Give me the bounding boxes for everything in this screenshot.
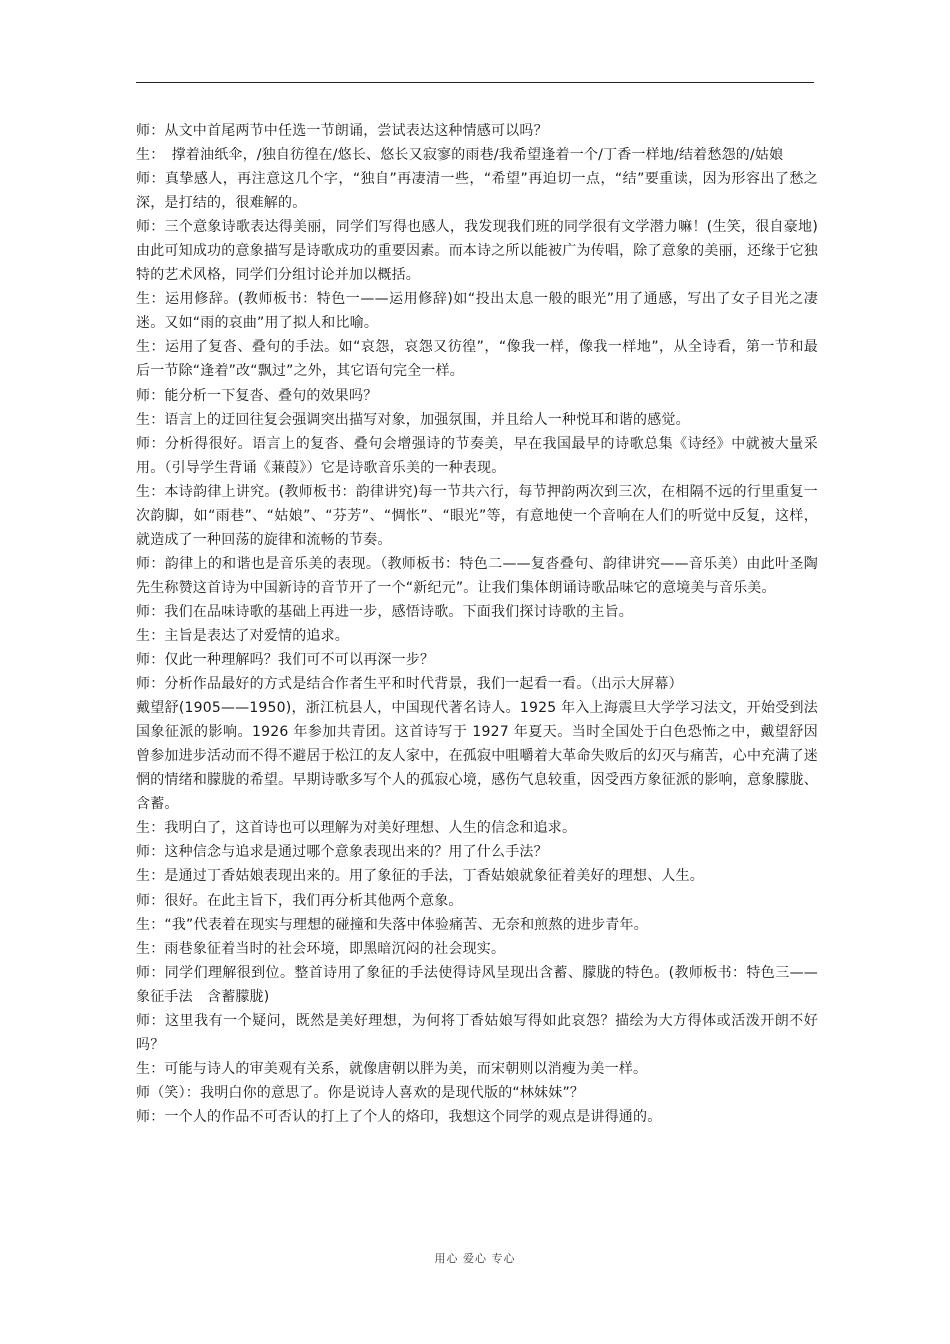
paragraph: 师：仅此一种理解吗？我们可不可以再深一步？ [136,652,435,669]
paragraph: 师：能分析一下复沓、叠句的效果吗？ [136,387,378,404]
paragraph: 师：分析得很好。语言上的复沓、叠句会增强诗的节奏美，早在我国最早的诗歌总集《诗经》中就被大量采用。（引导学生背诵《蒹葭》）它是诗歌音乐美的一种表现。 [136,435,818,476]
paragraph: 师：同学们理解很到位。整首诗用了象征的手法使得诗风呈现出含蓄、朦胧的特色。(教师板书：特色三——象征手法 含蓄朦胧) [136,964,818,1005]
paragraph: 生：“我”代表着在现实与理想的碰撞和失落中体验痛苦、无奈和煎熬的进步青年。 [136,916,648,933]
paragraph: 生：语言上的迂回往复会强调突出描写对象，加强氛围，并且给人一种悦耳和谐的感觉。 [136,411,690,428]
paragraph: 生：运用了复沓、叠句的手法。如“哀怨，哀怨又彷徨”，“像我一样，像我一样地”，从全诗看，第一节和最后一节除“逢着”改“飘过”之外，其它语句完全一样。 [136,339,818,380]
paragraph: 生：运用修辞。(教师板书：特色一——运用修辞)如“投出太息一般的眼光”用了通感，写出了女子目光之凄迷。又如“雨的哀曲”用了拟人和比喻。 [136,291,818,332]
paragraph: 师：这种信念与追求是通过哪个意象表现出来的？用了什么手法？ [136,844,548,861]
document-body [136,119,818,1129]
paragraph: 师：很好。在此主旨下，我们再分析其他两个意象。 [136,892,463,909]
paragraph: 师：这里我有一个疑问，既然是美好理想，为何将丁香姑娘写得如此哀怨？描绘为大方得体或活泼开朗不好吗？ [136,1012,818,1053]
paragraph: 生：本诗韵律上讲究。(教师板书：韵律讲究)每一节共六行，每节押韵两次到三次，在相隔不远的行里重复一次韵脚，如“雨巷”、“姑娘”、“芬芳”、“惆怅”、“眼光”等，有意地使一个音响在人们的听觉中反复，这样，就造成了一种回荡的旋律和流畅的节奏。 [136,483,818,548]
paragraph: 生：我明白了，这首诗也可以理解为对美好理想、人生的信念和追求。 [136,820,577,837]
header-rule [136,82,814,83]
paragraph: 师：真挚感人，再注意这几个字，“独自”再凄清一些，“希望”再迫切一点，“结”要重读，因为形容出了愁之深，是打结的，很难解的。 [136,171,818,212]
paragraph: 生：主旨是表达了对爱情的追求。 [136,627,349,644]
paragraph: 生： 撑着油纸伞，/独自彷徨在/悠长、悠长又寂寥的雨巷/我希望逢着一个/丁香一样地/结着愁怨的/姑娘 [136,147,784,164]
paragraph: 师：我们在品味诗歌的基础上再进一步，感悟诗歌。下面我们探讨诗歌的主旨。 [136,603,633,620]
paragraph: 生：可能与诗人的审美观有关系，就像唐朝以胖为美，而宋朝则以消瘦为美一样。 [136,1060,648,1077]
paragraph: 师（笑）：我明白你的意思了。你是说诗人喜欢的是现代版的“林妹妹”？ [136,1084,585,1101]
paragraph: 师：三个意象诗歌表达得美丽，同学们写得也感人，我发现我们班的同学很有文学潜力嘛！(生笑，很自豪地)由此可知成功的意象描写是诗歌成功的重要因素。而本诗之所以能被广为传唱，除了意象的美丽，还缘于它独特的艺术风格，同学们分组讨论并加以概括。 [136,219,818,284]
paragraph: 戴望舒(1905——1950)，浙江杭县人，中国现代著名诗人。1925 年入上海震旦大学学习法文，开始受到法国象征派的影响。1926 年参加共青团。这首诗写于 1927 年夏天。当时全国处于白色恐怖之中，戴望舒因曾参加进步活动而不得不避居于松江的友人家中，在孤寂中咀嚼着大革命失败后的幻灭与痛苦，心中充满了迷惘的情绪和朦胧的希望。早期诗歌多写个人的孤寂心境，感伤气息较重，因受西方象征派的影响，意象朦胧、含蓄。 [136,700,818,813]
paragraph: 生：是通过丁香姑娘表现出来的。用了象征的手法，丁香姑娘就象征着美好的理想、人生。 [136,868,704,885]
paragraph: 师：一个人的作品不可否认的打上了个人的烙印，我想这个同学的观点是讲得通的。 [136,1108,662,1125]
paragraph: 生：雨巷象征着当时的社会环境，即黑暗沉闷的社会现实。 [136,940,506,957]
paragraph: 师：从文中首尾两节中任选一节朗诵，尝试表达这种情感可以吗？ [136,123,548,139]
paragraph: 师：分析作品最好的方式是结合作者生平和时代背景，我们一起看一看。（出示大屏幕） [136,676,683,693]
page-footer: 用心 爱心 专心 [434,1252,516,1265]
paragraph: 师：韵律上的和谐也是音乐美的表现。（教师板书：特色二——复沓叠句、韵律讲究——音乐美）由此叶圣陶先生称赞这首诗为中国新诗的音节开了一个“新纪元”。让我们集体朗诵诗歌品味它的意境美与音乐美。 [136,555,818,596]
